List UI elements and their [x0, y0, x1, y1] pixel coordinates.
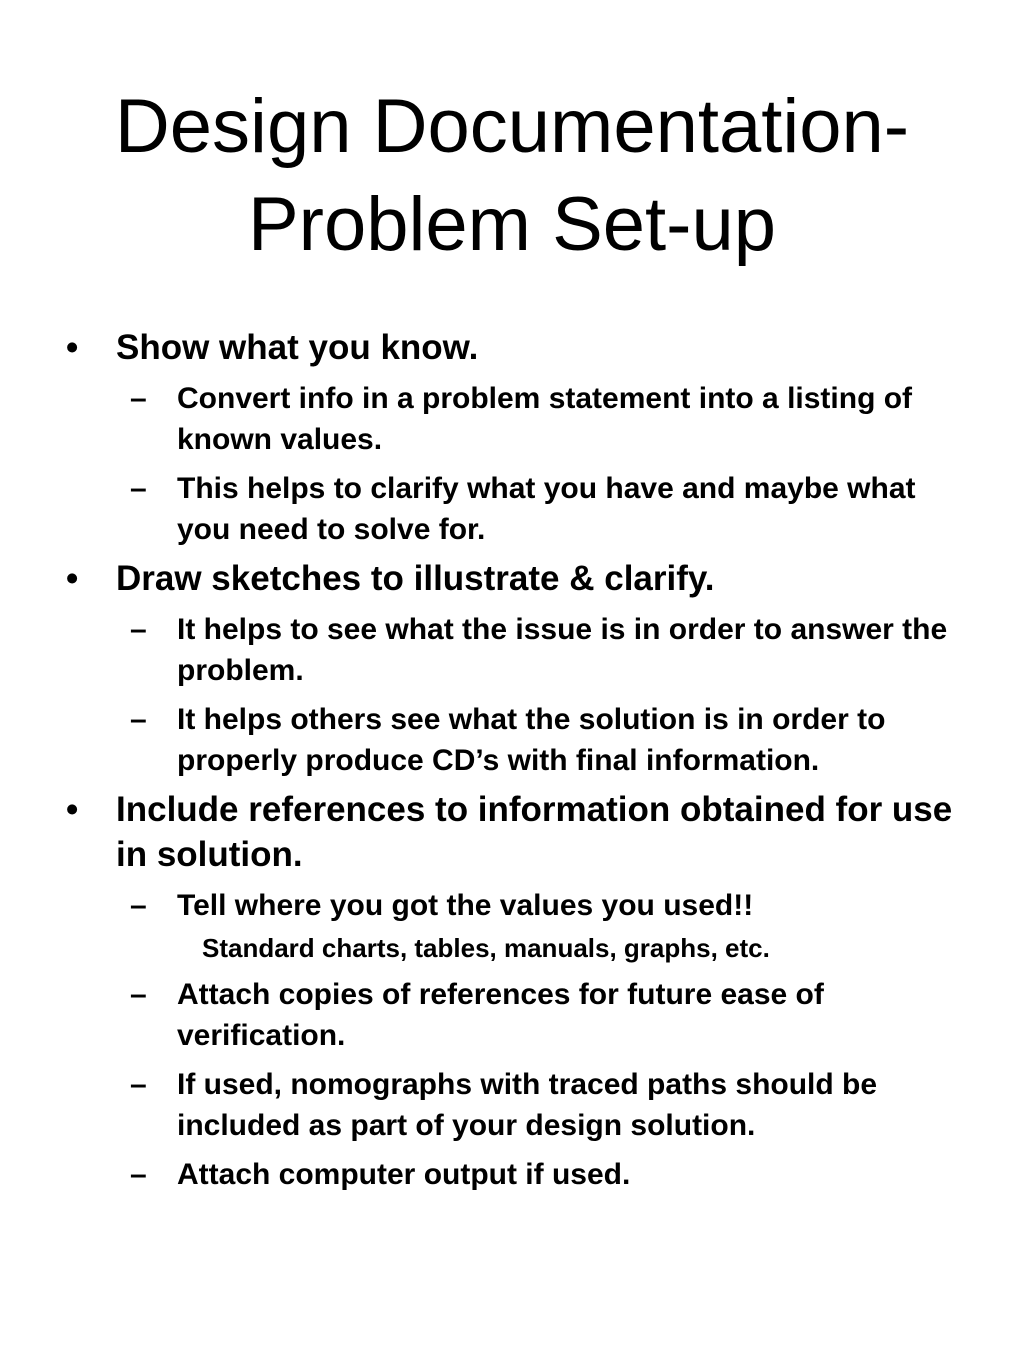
sub-item [0, 699, 1024, 781]
sub-list [0, 378, 1024, 550]
dash-marker: – [130, 1158, 147, 1191]
dash-marker: – [130, 978, 147, 1011]
sub-item [0, 974, 1024, 1056]
bullet-marker: • [66, 790, 79, 829]
bullet-text: Show what you know. [116, 328, 479, 367]
sub-item [0, 885, 1024, 926]
bullet-item [0, 325, 1024, 370]
sub-text: Attach copies of references for future ease of verification. [177, 978, 824, 1052]
title-line-2: Problem Set-up [247, 182, 777, 267]
sub-item [0, 378, 1024, 460]
sub-detail-text: Standard charts, tables, manuals, graphs, etc. [202, 933, 770, 963]
sub-text: Tell where you got the values you used!! [177, 889, 754, 922]
sub-text: It helps others see what the solution is in order to properly produce CD’s with final information. [177, 703, 886, 777]
dash-marker: – [130, 382, 147, 415]
dash-marker: – [130, 1068, 147, 1101]
sub-text: If used, nomographs with traced paths should be included as part of your design solution. [177, 1068, 878, 1142]
bullet-item [0, 787, 1024, 877]
sub-item [0, 1154, 1024, 1195]
bullet-text: Include references to information obtained for use in solution. [116, 790, 953, 874]
sub-text: Convert info in a problem statement into a listing of known values. [177, 382, 913, 456]
title-line-1: Design Documentation- [114, 84, 910, 169]
bullet-item [0, 556, 1024, 601]
dash-marker: – [130, 472, 147, 505]
sub-text: It helps to see what the issue is in order to answer the problem. [177, 613, 948, 687]
sub-text: This helps to clarify what you have and maybe what you need to solve for. [177, 472, 916, 546]
dash-marker: – [130, 613, 147, 646]
bullet-marker: • [66, 559, 79, 598]
sub-list [0, 885, 1024, 1195]
slide-title [0, 78, 1024, 274]
bullet-text: Draw sketches to illustrate & clarify. [116, 559, 715, 598]
sub-item [0, 1064, 1024, 1146]
dash-marker: – [130, 703, 147, 736]
bullet-list [0, 325, 1024, 1195]
bullet-marker: • [66, 328, 79, 367]
sub-text: Attach computer output if used. [177, 1158, 631, 1191]
sub-list [0, 609, 1024, 781]
sub-item [0, 468, 1024, 550]
dash-marker: – [130, 889, 147, 922]
sub-item [0, 609, 1024, 691]
